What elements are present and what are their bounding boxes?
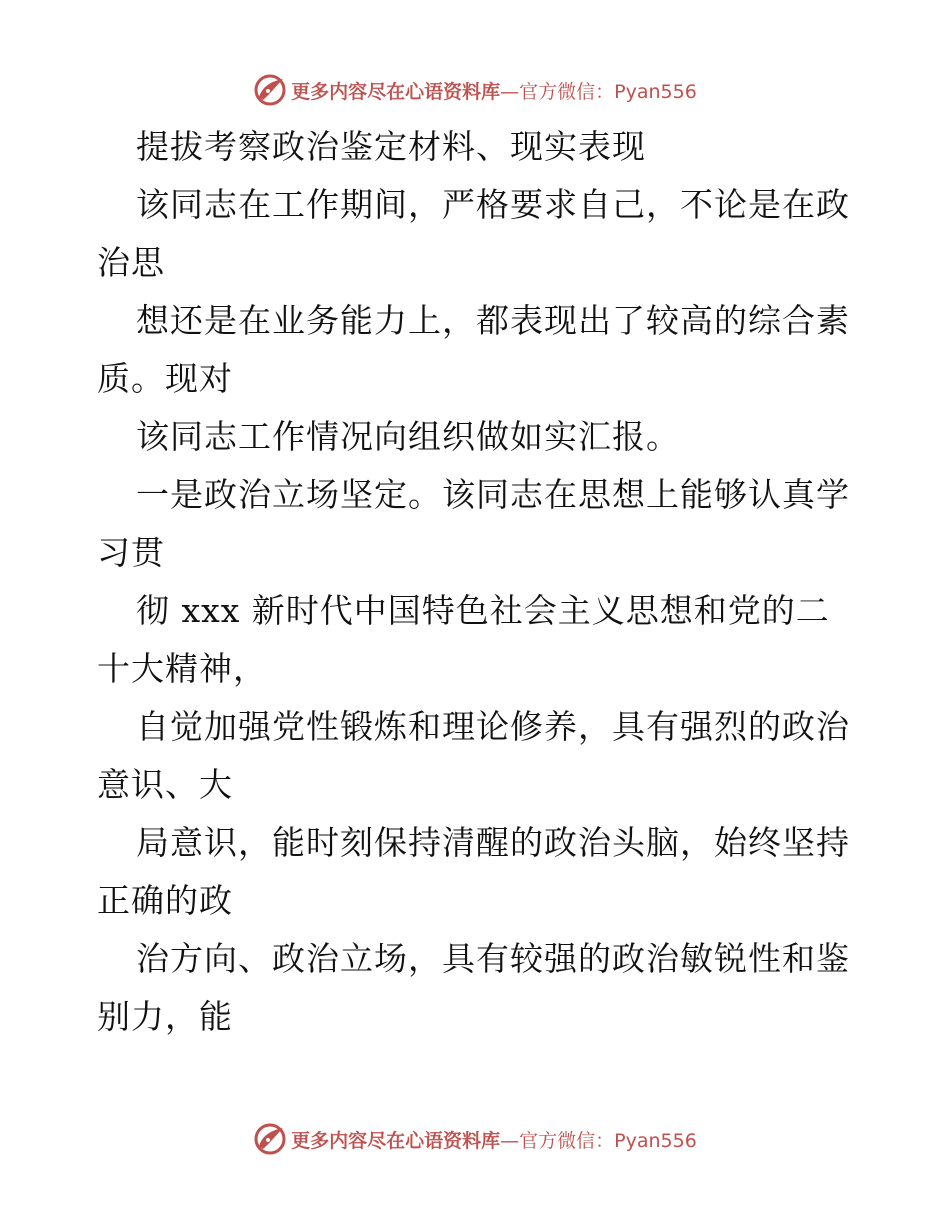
footer-separator: — [500, 1129, 520, 1152]
pen-nib-logo-icon [253, 1122, 287, 1156]
document-line: 正确的政 [97, 881, 233, 920]
header-wechat-text: 官方微信：Pyan556 [519, 80, 697, 103]
document-line: 该同志工作情况向组织做如实汇报。 [136, 417, 680, 456]
header-separator: — [500, 80, 520, 103]
document-line: 一是政治立场坚定。该同志在思想上能够认真学 [136, 475, 850, 514]
document-line: 习贯 [97, 533, 165, 572]
pen-nib-logo-icon [253, 73, 287, 107]
document-line: 想还是在业务能力上，都表现出了较高的综合素 [136, 301, 850, 340]
document-line: 治思 [97, 243, 165, 282]
document-line: 该同志在工作期间，严格要求自己，不论是在政 [136, 185, 850, 224]
document-body [97, 118, 857, 1046]
document-line: 治方向、政治立场，具有较强的政治敏锐性和鉴 [136, 939, 850, 978]
footer-site-text: 更多内容尽在心语资料库 [291, 1129, 501, 1152]
document-line: 提拔考察政治鉴定材料、现实表现 [136, 127, 646, 166]
document-line: 质。现对 [97, 359, 233, 398]
document-line: 别力，能 [97, 997, 233, 1036]
document-line: 自觉加强党性锻炼和理论修养，具有强烈的政治 [136, 707, 850, 746]
document-line: 彻 xxx 新时代中国特色社会主义思想和党的二 [136, 591, 830, 630]
header-banner [0, 72, 950, 108]
footer-banner [0, 1121, 950, 1157]
header-site-text: 更多内容尽在心语资料库 [291, 80, 501, 103]
header-banner-text [291, 77, 697, 104]
footer-banner-text [291, 1126, 697, 1153]
footer-wechat-text: 官方微信：Pyan556 [519, 1129, 697, 1152]
document-line: 局意识，能时刻保持清醒的政治头脑，始终坚持 [136, 823, 850, 862]
document-line: 意识、大 [97, 765, 233, 804]
document-line: 十大精神， [97, 649, 267, 688]
